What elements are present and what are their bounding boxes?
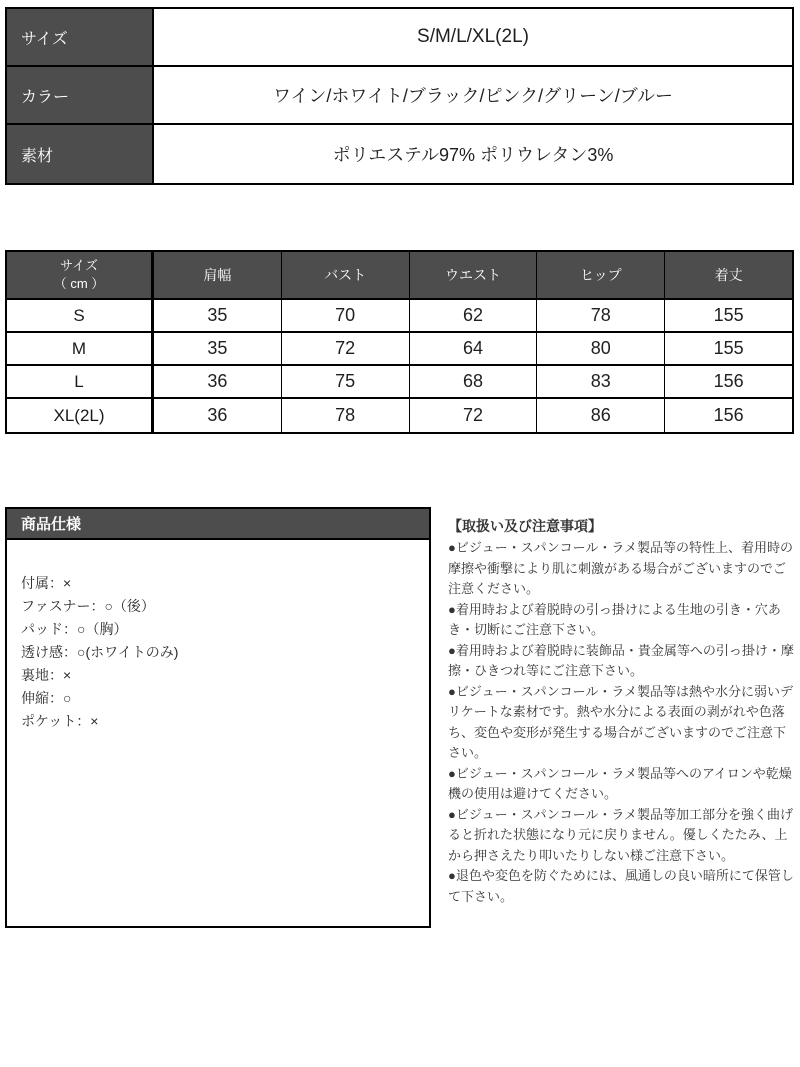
size-chart-row-label: L	[7, 366, 154, 397]
size-chart-cell: 36	[154, 366, 282, 397]
product-spec-box	[5, 507, 431, 928]
spec-label-material: 素材	[7, 125, 154, 183]
precaution-item: ●ビジュー・スパンコール・ラメ製品等へのアイロンや乾燥機の使用は避けてください。	[448, 765, 792, 801]
size-chart-header-size-cm	[7, 252, 154, 298]
precaution-item: ●着用時および着脱時の引っ掛けによる生地の引き・穴あき・切断にご注意下さい。	[448, 601, 781, 637]
size-chart-cell: 62	[410, 300, 538, 331]
size-chart-cell: 35	[154, 300, 282, 331]
size-chart-cell: 78	[282, 399, 410, 432]
size-chart-cell: 70	[282, 300, 410, 331]
size-chart-table	[5, 250, 794, 434]
spec-item-sheerness: 透け感：○(ホワイトのみ)	[21, 644, 179, 660]
size-chart-header-waist: ウエスト	[410, 252, 538, 298]
product-spec-box-title: 商品仕様	[7, 509, 429, 540]
precaution-item: ●ビジュー・スパンコール・ラメ製品等の特性上、着用時の摩擦や衝撃により肌に刺激がある場合がございますのでご注意ください。	[448, 540, 793, 596]
spec-value-color: ワイン/ホワイト/ブラック/ピンク/グリーン/ブルー	[272, 86, 674, 106]
size-chart-row-label: XL(2L)	[7, 399, 154, 432]
size-chart-row-label: S	[7, 300, 154, 331]
size-chart-cell: 72	[282, 333, 410, 364]
size-chart-header-size-label: サイズ	[60, 258, 98, 273]
size-chart-cell: 155	[713, 305, 744, 325]
spec-label-size: サイズ	[7, 9, 154, 65]
precaution-item: ●着用時および着脱時に装飾品・貴金属等への引っ掛け・摩擦・ひきつれ等にご注意下さい。	[448, 642, 794, 678]
spec-label-color: カラー	[7, 67, 154, 123]
spec-value-material: ポリエステル97% ポリウレタン3%	[332, 145, 614, 165]
size-chart-cell: 35	[154, 333, 282, 364]
spec-item-fastener: ファスナー：○（後）	[21, 598, 155, 614]
precaution-item: ●ビジュー・スパンコール・ラメ製品等加工部分を強く曲げると折れた状態になり元に戻りません。優しくたたみ、上から押さえたり叩いたりしない様ご注意下さい。	[448, 806, 793, 863]
spec-value-size: S/M/L/XL(2L)	[417, 26, 529, 47]
size-chart-header-bust: バスト	[282, 252, 410, 298]
spec-item-stretch: 伸縮：○	[21, 690, 72, 706]
spec-item-accessory: 付属：×	[21, 575, 72, 591]
size-chart-row-xl	[7, 399, 792, 432]
product-spec-table	[5, 7, 794, 185]
spec-row-size	[7, 9, 792, 67]
size-chart-cell: 78	[537, 300, 665, 331]
size-chart-header-row	[7, 252, 792, 300]
spec-row-material	[7, 125, 792, 183]
size-chart-cell: 83	[537, 366, 665, 397]
spec-item-pocket: ポケット：×	[21, 713, 99, 729]
product-spec-list	[7, 540, 429, 733]
spec-row-color	[7, 67, 792, 125]
size-chart-cell: 80	[537, 333, 665, 364]
size-chart-cell: 156	[713, 371, 744, 391]
spec-item-pad: パッド：○（胸）	[21, 621, 128, 637]
size-chart-header-hip: ヒップ	[537, 252, 665, 298]
size-chart-row-s	[7, 300, 792, 333]
precautions-section	[448, 516, 797, 907]
size-chart-row-m	[7, 333, 792, 366]
size-chart-row-label: M	[7, 333, 154, 364]
size-chart-cell: 86	[537, 399, 665, 432]
size-chart-cell: 75	[282, 366, 410, 397]
size-chart-header-shoulder: 肩幅	[154, 252, 282, 298]
size-chart-cell: 68	[410, 366, 538, 397]
size-chart-cell: 36	[154, 399, 282, 432]
size-chart-cell: 156	[713, 405, 744, 425]
size-chart-cell: 155	[713, 338, 744, 358]
size-chart-header-cm-label: （ cm ）	[53, 276, 105, 291]
precaution-item: ●退色や変色を防ぐためには、風通しの良い暗所にて保管して下さい。	[448, 868, 794, 904]
size-chart-row-l	[7, 366, 792, 399]
size-chart-cell: 72	[410, 399, 538, 432]
precaution-item: ●ビジュー・スパンコール・ラメ製品等は熱や水分に弱いデリケートな素材です。熱や水分による表面の剥がれや色落ち、変色や変形が発生する場合がございますのでご注意下さい。	[448, 683, 793, 760]
size-chart-cell: 64	[410, 333, 538, 364]
size-chart-header-length: 着丈	[665, 252, 792, 298]
precautions-title: 【取扱い及び注意事項】	[448, 518, 602, 534]
spec-item-lining: 裏地：×	[21, 667, 72, 683]
